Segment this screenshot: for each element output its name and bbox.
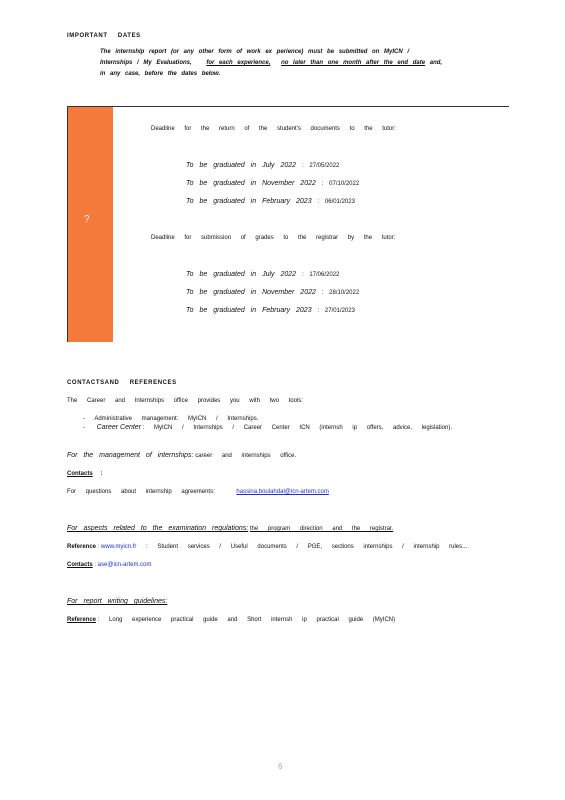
return-date-row xyxy=(186,162,339,169)
reference2-guides: : Long experience practical guide and Short internsh ip practical guide (MyICN) xyxy=(97,617,396,623)
grade-date-label: To be graduated in July 2022 xyxy=(186,271,297,278)
grade-date-label: To be graduated in February 2023 xyxy=(186,307,312,314)
box-top-border xyxy=(67,106,509,107)
return-date-row xyxy=(186,180,359,187)
grade-date-row xyxy=(186,289,359,296)
report-label: For report writing guidelines: xyxy=(67,598,168,605)
orange-side-panel xyxy=(67,106,113,342)
deadline-paragraph-line1: The internship report (or any other form of work ex perience) must be submitted on MyICN / xyxy=(100,49,410,55)
management-line xyxy=(67,452,296,459)
panel-marker: ? xyxy=(84,214,90,225)
return-date-row xyxy=(186,198,355,205)
deadline-return-label: Deadline for the return of the student's documents to the tutor: xyxy=(151,126,396,132)
reference2-line xyxy=(67,617,395,623)
tool-career-center xyxy=(83,424,452,431)
grade-date-row xyxy=(186,307,355,314)
important-dates-heading: IMPORTANT DATES xyxy=(67,33,141,39)
return-date-label: To be graduated in February 2023 xyxy=(186,198,312,205)
myicn-link[interactable]: : www.myicn.fr xyxy=(97,544,137,550)
questions-label: For questions about internship agreements: xyxy=(67,489,215,495)
deadline-paragraph-line2 xyxy=(100,58,442,69)
box-left-border xyxy=(67,106,68,342)
return-date-label: To be graduated in July 2022 xyxy=(186,162,297,169)
grade-date-value: : 28/10/2022 xyxy=(321,290,360,296)
grade-date-label: To be graduated in November 2022 xyxy=(186,289,316,296)
contacts-label: Contacts xyxy=(67,471,93,477)
contacts-label-line xyxy=(67,471,102,477)
career-center-label: Career Center xyxy=(96,424,142,431)
management-label: For the management of internships: xyxy=(67,452,194,459)
career-center-path: : MyICN / Internships / Career Center ICN (internsh ip offers, advice, legislation). xyxy=(142,425,453,431)
contacts-heading: CONTACTSAND REFERENCES xyxy=(67,380,177,386)
management-office: career and internships office. xyxy=(195,453,297,459)
deadline-grades-label: Deadline for submission of grades to the registrar by the tutor: xyxy=(151,235,396,241)
ase-email-link[interactable]: : ase@icn-artem.com xyxy=(94,562,152,568)
report-line xyxy=(67,598,167,605)
return-date-value: : 06/01/2023 xyxy=(317,199,355,205)
reference2-label: Reference xyxy=(67,617,97,623)
reference-line xyxy=(67,544,467,550)
exam-label: For aspects related to the examination regulations: xyxy=(67,525,249,532)
para-line2-path: Internships / My Evaluations, xyxy=(100,60,192,66)
para-one-month: no later than one month after the end date xyxy=(281,60,426,66)
contacts2-line xyxy=(67,562,151,568)
grade-date-value: : 17/06/2022 xyxy=(302,272,340,278)
para-and: and, xyxy=(429,60,443,66)
deadline-paragraph-line3: in any case, before the dates below. xyxy=(100,71,221,77)
exam-line xyxy=(67,525,393,532)
tool-administrative: - Administrative management: MyICN / Internships. xyxy=(83,416,259,422)
exam-direction: the program direction and the registrar. xyxy=(249,526,394,532)
questions-line xyxy=(67,489,329,495)
questions-email-link[interactable]: hassina.boulahdal@icn-artem.com xyxy=(236,489,329,495)
reference-label: Reference xyxy=(67,544,97,550)
contacts2-label: Contacts xyxy=(67,562,93,568)
grade-date-value: : 27/01/2023 xyxy=(317,308,355,314)
tool-dash: - xyxy=(83,425,85,431)
contacts-intro: The Career and Internships office provides you with two tools: xyxy=(67,398,303,404)
return-date-value: : 07/10/2022 xyxy=(321,181,360,187)
return-date-value: : 27/05/2022 xyxy=(302,163,340,169)
page-number: 6 xyxy=(278,762,283,771)
para-each-experience: for each experience, xyxy=(206,60,271,66)
contacts-colon: : xyxy=(100,471,103,477)
reference-path: : Student services / Useful documents / PGE, sections internships / internship rules... xyxy=(146,544,468,550)
return-date-label: To be graduated in November 2022 xyxy=(186,180,316,187)
grade-date-row xyxy=(186,271,339,278)
